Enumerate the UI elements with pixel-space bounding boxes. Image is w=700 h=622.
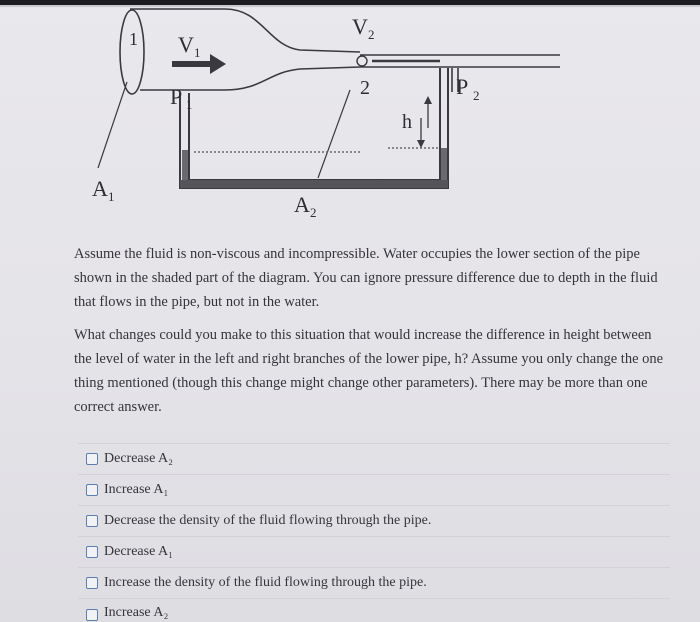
right-branch-water bbox=[441, 148, 447, 180]
a2-leader bbox=[318, 90, 350, 178]
section-1-ellipse bbox=[120, 10, 144, 94]
option-label: Increase the density of the fluid flowing through the pipe. bbox=[104, 575, 427, 590]
h-arrow-up-head bbox=[424, 96, 432, 104]
label-section-1: 1 bbox=[129, 29, 138, 49]
checkbox[interactable] bbox=[86, 453, 98, 465]
a1-leader bbox=[98, 82, 127, 168]
checkbox[interactable] bbox=[86, 515, 98, 527]
option-label: Decrease A₁ bbox=[104, 544, 174, 559]
label-v1: V bbox=[178, 32, 194, 57]
option-label: Decrease the density of the fluid flowing through the pipe. bbox=[104, 513, 432, 528]
answer-options bbox=[78, 443, 670, 621]
option-increase-a2[interactable] bbox=[78, 598, 670, 621]
option-label: Increase A₂ bbox=[104, 605, 169, 620]
option-decrease-a2[interactable] bbox=[78, 443, 670, 474]
section-2-mark bbox=[357, 56, 367, 66]
question-paragraph-1: Assume the fluid is non-viscous and incompressible. Water occupies the lower section of the pipe shown in the shaded part of the diagram. You can ignore pressure difference due to depth in the fluid that flows in the pipe, but not in the water. bbox=[74, 246, 658, 310]
option-increase-a1[interactable] bbox=[78, 474, 670, 505]
option-decrease-a1[interactable] bbox=[78, 536, 670, 567]
checkbox[interactable] bbox=[86, 546, 98, 558]
label-v2-sub: 2 bbox=[368, 27, 375, 42]
option-decrease-density[interactable] bbox=[78, 505, 670, 536]
label-a2-sub: 2 bbox=[310, 205, 317, 220]
checkbox[interactable] bbox=[86, 484, 98, 496]
question-paragraph-2: What changes could you make to this situation that would increase the difference in height between the level of water in the left and right branches of the lower pipe, h? Assume you only change the one thing mentioned (though this change might change other parameters). There may be more than one correct answer. bbox=[74, 327, 664, 415]
label-a1-sub: 1 bbox=[108, 189, 115, 204]
label-p1: P bbox=[170, 84, 183, 109]
label-v2: V bbox=[352, 14, 368, 39]
checkbox[interactable] bbox=[86, 609, 98, 621]
label-h: h bbox=[402, 111, 412, 133]
flow-arrow-shaft bbox=[172, 61, 212, 67]
label-section-2: 2 bbox=[360, 77, 370, 99]
label-p2-sub: 2 bbox=[473, 88, 480, 103]
flow-arrow-head bbox=[210, 54, 226, 74]
label-v1-sub: 1 bbox=[194, 45, 201, 60]
option-label: Decrease A₂ bbox=[104, 451, 174, 466]
label-p1-sub: 1 bbox=[186, 97, 193, 112]
h-arrow-down-head bbox=[417, 140, 425, 148]
option-label: Increase A₁ bbox=[104, 482, 169, 497]
label-a1: A bbox=[92, 176, 108, 201]
pipe-upper-wall bbox=[130, 9, 360, 52]
option-increase-density[interactable] bbox=[78, 567, 670, 598]
venturi-diagram bbox=[0, 0, 700, 240]
left-branch-water bbox=[182, 150, 188, 180]
label-p2: P bbox=[456, 74, 469, 99]
u-tube-bottom-band bbox=[180, 180, 448, 188]
label-a2: A bbox=[294, 192, 310, 217]
checkbox[interactable] bbox=[86, 577, 98, 589]
